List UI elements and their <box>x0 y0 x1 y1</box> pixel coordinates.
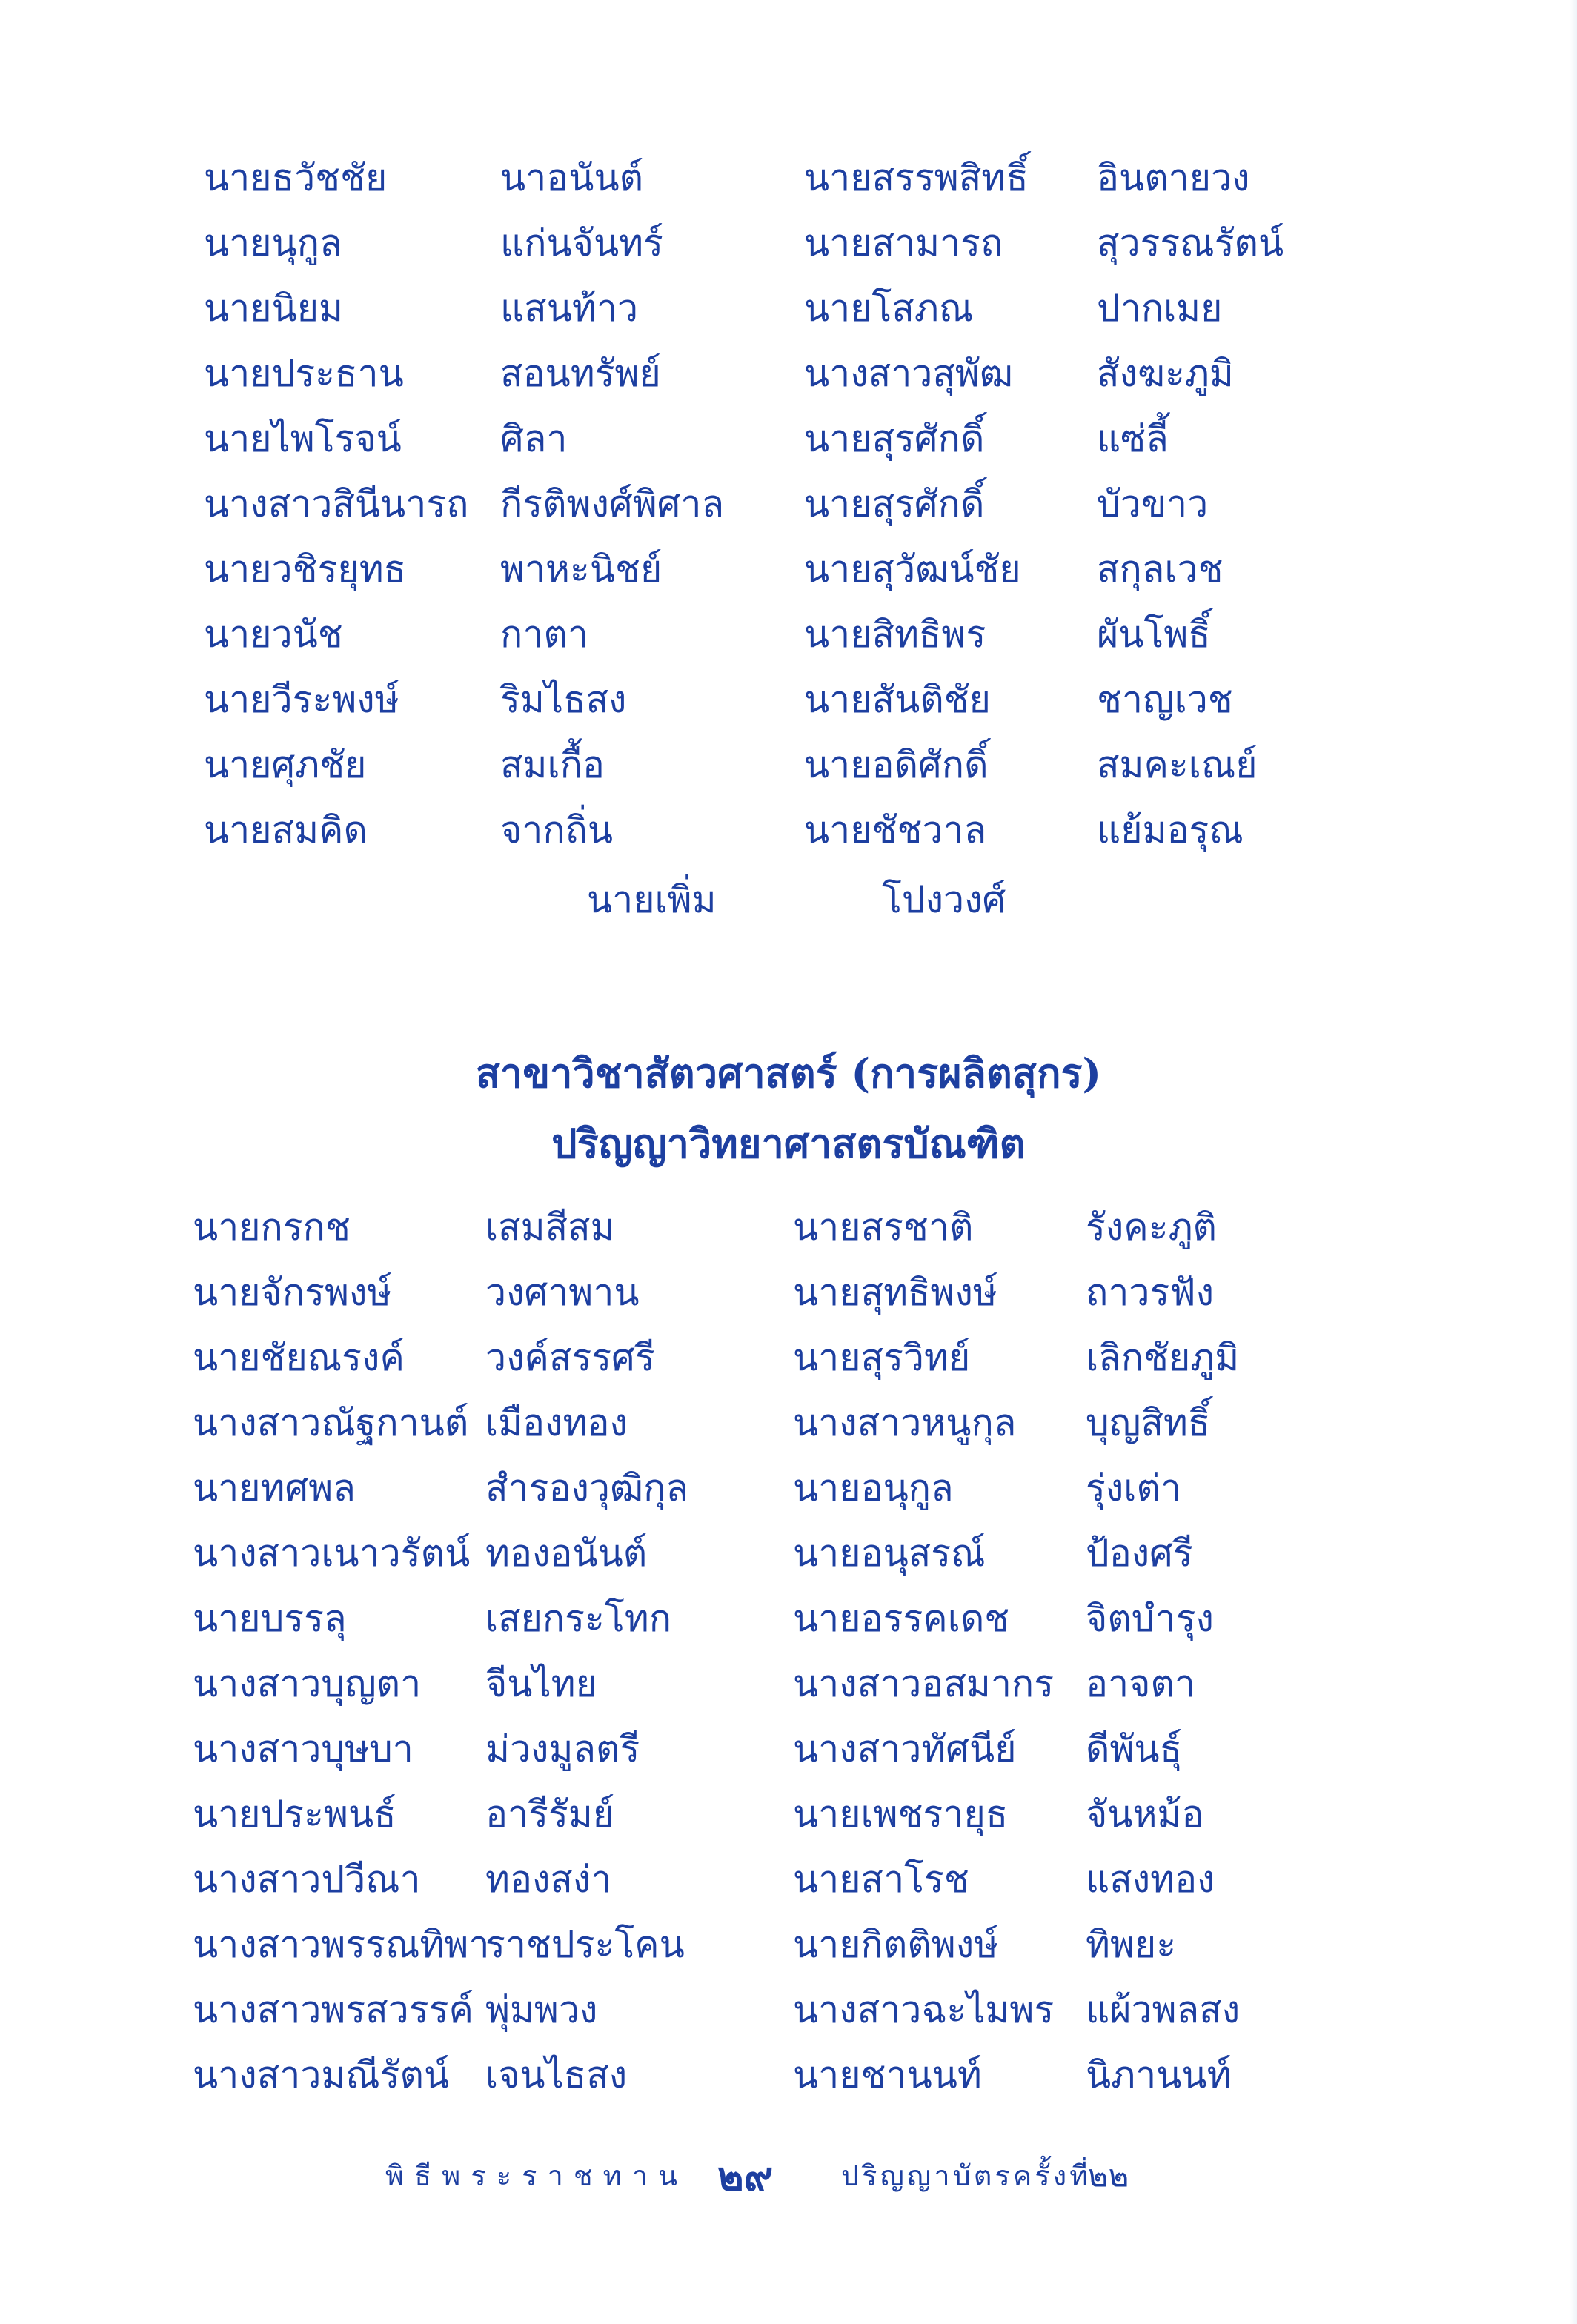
list-row <box>0 210 1577 276</box>
first-name: นางสาวฉะไมพร <box>793 1988 1055 2031</box>
first-name: นายจักรพงษ์ <box>193 1271 392 1314</box>
last-name: แสนท้าว <box>500 287 639 330</box>
list-row <box>0 145 1577 210</box>
first-name: นายอดิศักดิ์ <box>804 743 989 786</box>
last-name: เสยกระโทก <box>485 1597 671 1640</box>
list-row <box>0 406 1577 471</box>
first-name: นางสาวณัฐกานต์ <box>193 1401 469 1444</box>
first-name: นางสาวพรสวรรค์ <box>193 1988 474 2031</box>
first-name: นายเพชรายุธ <box>793 1793 1009 1836</box>
list-row <box>0 537 1577 602</box>
first-name: นางสาวมณีรัตน์ <box>193 2054 450 2096</box>
first-name: นางสาวปวีณา <box>193 1858 421 1901</box>
last-name: ราชประโคน <box>485 1923 685 1966</box>
list-row <box>0 1260 1577 1325</box>
first-name: นายประธาน <box>204 352 404 395</box>
last-name: รุ่งเต่า <box>1086 1467 1181 1510</box>
first-name: นายวีระพงษ์ <box>204 678 399 721</box>
first-name: นายสรรพสิทธิ์ <box>804 156 1029 199</box>
last-name: ป้องศรี <box>1086 1532 1193 1575</box>
first-name: นางสาวทัศนีย์ <box>793 1727 1017 1770</box>
last-name: วงค์สรรศรี <box>485 1336 655 1379</box>
last-name: อารีรัมย์ <box>485 1793 615 1836</box>
list-row <box>0 471 1577 537</box>
last-name: จีนไทย <box>485 1662 597 1705</box>
list-row <box>0 667 1577 732</box>
last-name: แสงทอง <box>1086 1858 1215 1901</box>
last-name: แซ่ลี้ <box>1097 417 1169 460</box>
last-name: สำรองวุฒิกุล <box>485 1467 689 1510</box>
first-name: นายอนุสรณ์ <box>793 1532 986 1575</box>
first-name: นายสันติชัย <box>804 678 991 721</box>
last-name: รังคะภูติ <box>1086 1206 1218 1249</box>
first-name: นายเพิ่ม <box>587 878 717 921</box>
first-name: นายบรรลุ <box>193 1597 347 1640</box>
first-name: นายโสภณ <box>804 287 974 330</box>
first-name: นายสุวัฒน์ชัย <box>804 548 1021 591</box>
last-name: จิตบำรุง <box>1086 1597 1214 1640</box>
last-name: อินตายวง <box>1097 156 1250 199</box>
last-name: เสมสีสม <box>485 1206 615 1249</box>
last-name: วงศาพาน <box>485 1271 640 1314</box>
first-name: นางสาวเนาวรัตน์ <box>193 1532 471 1575</box>
last-name: จันหม้อ <box>1086 1793 1204 1836</box>
last-name: สมเกื้อ <box>500 743 605 786</box>
first-name: นางสาวสินีนารถ <box>204 482 469 525</box>
list-row <box>0 1782 1577 1847</box>
list-row <box>0 732 1577 797</box>
last-name: ทิพยะ <box>1086 1923 1177 1966</box>
first-name: นายนิยม <box>204 287 343 330</box>
list-row <box>0 1847 1577 1912</box>
last-name: สกุลเวช <box>1097 548 1224 591</box>
last-name: ทองอนันต์ <box>485 1532 648 1575</box>
first-name: นายประพนธ์ <box>193 1793 396 1836</box>
last-name: ม่วงมูลตรี <box>485 1727 640 1770</box>
first-name: นายสามารถ <box>804 222 1003 265</box>
last-name: สังฆะภูมิ <box>1097 352 1234 395</box>
list-row <box>0 1651 1577 1716</box>
first-name: นายกิตติพงษ์ <box>793 1923 999 1966</box>
first-name: นายสิทธิพร <box>804 613 986 656</box>
last-name: เลิกชัยภูมิ <box>1086 1336 1240 1379</box>
first-name: นายสุทธิพงษ์ <box>793 1271 997 1314</box>
list-row <box>0 1455 1577 1521</box>
last-name: บัวขาว <box>1097 482 1209 525</box>
first-name: นายชัยณรงค์ <box>193 1336 405 1379</box>
last-name: พุ่มพวง <box>485 1988 598 2031</box>
last-name: ปากเมย <box>1097 287 1223 330</box>
first-name: นางสาวหนูกุล <box>793 1401 1017 1444</box>
first-name: นางสาวสุพัฒ <box>804 352 1013 395</box>
first-name: นางสาวบุษบา <box>193 1727 414 1770</box>
first-name: นายสุรศักดิ์ <box>804 417 985 460</box>
last-name: สุวรรณรัตน์ <box>1097 222 1284 265</box>
first-name: นายทศพล <box>193 1467 356 1510</box>
last-name: กีรติพงศ์พิศาล <box>500 482 725 525</box>
list-row <box>0 1390 1577 1455</box>
last-name: เมืองทอง <box>485 1401 628 1444</box>
first-name: นางสาวอสมากร <box>793 1662 1055 1705</box>
first-name: นายกรกช <box>193 1206 351 1249</box>
list-row <box>0 1716 1577 1782</box>
first-name: นายสุรวิทย์ <box>793 1336 971 1379</box>
first-name: นายชานนท์ <box>793 2054 982 2096</box>
last-name: ริมไธสง <box>500 678 627 721</box>
last-name: พาหะนิชย์ <box>500 548 663 591</box>
first-name: นายอนุกูล <box>793 1467 954 1510</box>
first-name: นายวนัช <box>204 613 343 656</box>
list-row <box>0 276 1577 341</box>
first-name: นายศุภชัย <box>204 743 367 786</box>
first-name: นายธวัชชัย <box>204 156 388 199</box>
last-name: ถาวรฟัง <box>1086 1271 1215 1314</box>
last-name: ทองสง่า <box>485 1858 612 1901</box>
ceremony-text: พิธีพระราชทาน <box>385 2159 688 2192</box>
list-row <box>0 1586 1577 1651</box>
last-name: อาจตา <box>1086 1662 1195 1705</box>
first-name: นางสาวบุญตา <box>193 1662 422 1705</box>
list-row <box>0 797 1577 863</box>
first-name: นายสุรศักดิ์ <box>804 482 985 525</box>
list-row <box>0 1195 1577 1260</box>
first-name: นายวชิรยุทธ <box>204 548 407 591</box>
last-name: ดีพันธุ์ <box>1086 1727 1183 1770</box>
last-name: แก่นจันทร์ <box>500 222 663 265</box>
list-row <box>0 1912 1577 1977</box>
section-title: สาขาวิชาสัตวศาสตร์ (การผลิตสุกร) <box>475 1049 1102 1097</box>
last-name: บุญสิทธิ์ <box>1086 1401 1211 1444</box>
list-row-centered <box>0 867 1577 932</box>
last-name: ผันโพธิ์ <box>1097 613 1211 656</box>
last-name: แผ้วพลสง <box>1086 1988 1241 2031</box>
last-name: นาอนันต์ <box>500 156 644 199</box>
last-name: เจนไธสง <box>485 2054 628 2096</box>
list-row <box>0 1977 1577 2042</box>
first-name: นายไพโรจน์ <box>204 417 402 460</box>
last-name: กาตา <box>500 613 588 656</box>
first-name: นายอรรคเดช <box>793 1597 1010 1640</box>
last-name: แย้มอรุณ <box>1097 809 1244 851</box>
last-name: สอนทรัพย์ <box>500 352 661 395</box>
first-name: นายนุกูล <box>204 222 342 265</box>
degree-text: ปริญญาบัตรครั้งที่ <box>841 2159 1092 2192</box>
list-row <box>0 2042 1577 2108</box>
list-row <box>0 1325 1577 1390</box>
first-name: นายชัชวาล <box>804 809 987 851</box>
last-name: โปงวงศ์ <box>882 878 1006 921</box>
degree-title: ปริญญาวิทยาศาสตรบัณฑิต <box>551 1120 1026 1167</box>
list-row <box>0 1521 1577 1586</box>
page-footer <box>0 2146 1577 2205</box>
page-number: ๒๙ <box>717 2152 774 2200</box>
last-name: ศิลา <box>500 417 568 460</box>
degree-number: ๒๒ <box>1088 2157 1129 2194</box>
first-name: นายสรชาติ <box>793 1206 974 1249</box>
last-name: สมคะเณย์ <box>1097 743 1258 786</box>
last-name: นิภานนท์ <box>1086 2054 1232 2096</box>
first-name: นายสาโรช <box>793 1858 969 1901</box>
list-row <box>0 602 1577 667</box>
last-name: จากถิ่น <box>500 809 614 851</box>
list-row <box>0 341 1577 406</box>
first-name: นางสาวพรรณทิพา <box>193 1923 490 1966</box>
last-name: ชาญเวช <box>1097 678 1233 721</box>
first-name: นายสมคิด <box>204 809 368 851</box>
